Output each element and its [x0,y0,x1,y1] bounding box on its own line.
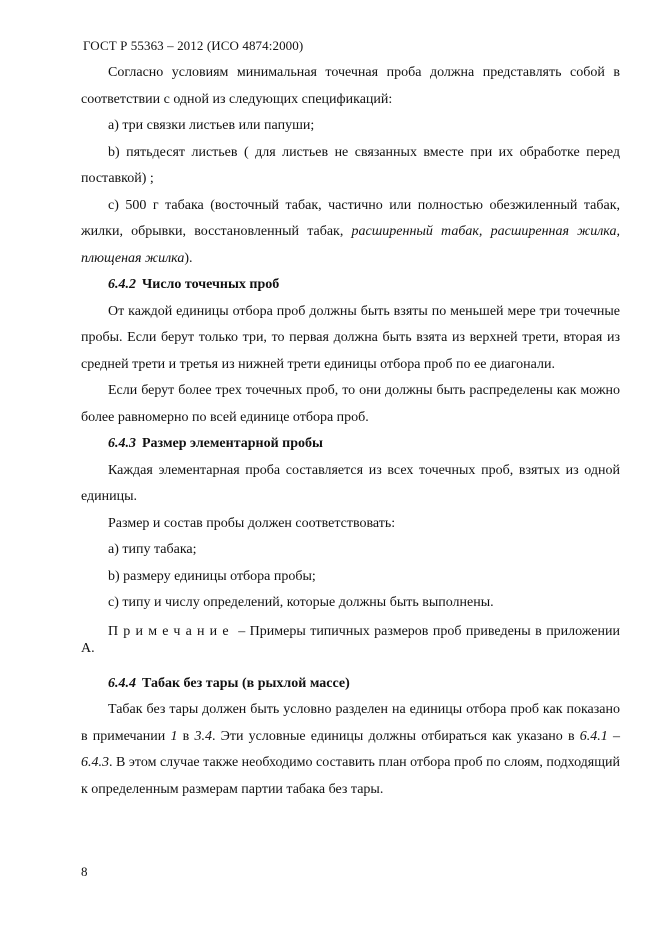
page-number: 8 [81,864,88,879]
list-item: с) типу и числу определений, которые должны быть выполнены. [108,595,494,610]
note-label: Примечание [108,623,234,639]
list-item-b: b) пятьдесят листьев ( для листьев не связанных вместе при их обработке перед поставкой) ; [81,144,620,186]
section-title: Число точечных проб [142,277,280,292]
text-run: в [177,728,195,744]
text-run: . Эти условные единицы должны отбираться как указано в [211,728,580,744]
reference: 3.4 [194,728,212,744]
reference: 1 [170,728,178,744]
reference: 6.4.1 – 6.4.3 [81,728,620,770]
note [81,623,620,657]
document-body [81,60,620,803]
section-paragraph: Размер и состав пробы должен соответствовать: [108,515,396,531]
list-item-c-text: с) 500 г табака (восточный табак, частично или полностью обезжиленный табак, жилки, обрывки, восстановленный табак, [81,197,620,239]
section-heading-6-4-2 [81,272,620,299]
section-number: 6.4.4 [108,675,136,691]
section-number: 6.4.3 [108,436,136,451]
list-item-c [81,193,620,273]
list-item-c-italic: расширенный табак, расширенная жилка, плющеная жилка [81,224,620,266]
section-heading-6-4-4 [81,671,620,698]
list-item: а) типу табака; [108,542,197,557]
section-paragraph [81,697,620,803]
section-heading-6-4-3 [81,431,620,458]
list-item-a: а) три связки листьев или папуши; [108,118,315,133]
list-item-c-end: ). [184,250,193,266]
section-title: Размер элементарной пробы [142,436,323,451]
note-text: – Примеры типичных размеров проб приведены в приложении А. [81,623,620,656]
list-item: b) размеру единицы отбора пробы; [108,568,316,584]
intro-paragraph: Согласно условиям минимальная точечная проба должна представлять собой в соответствии с одной из следующих спецификаций: [81,65,620,107]
text-run: . В этом случае также необходимо составить план отбора проб по слоям, подходящий к определенным размерам партии табака без тары. [81,755,620,797]
section-paragraph: Если берут более трех точечных проб, то они должны быть распределены как можно более равномерно по всей единице отбора проб. [81,383,620,425]
document-header: ГОСТ Р 55363 – 2012 (ИСО 4874:2000) [83,38,304,53]
spacer [81,657,620,671]
section-paragraph: Каждая элементарная проба составляется из всех точечных проб, взятых из одной единицы. [81,462,620,504]
section-number: 6.4.2 [108,277,136,292]
section-paragraph: От каждой единицы отбора проб должны быть взяты по меньшей мере три точечные пробы. Если берут только три, то первая должна быть взята из верхней трети, вторая из средней трети и третья из нижней трети единицы отбора проб по ее диагонали. [81,303,620,372]
section-title: Табак без тары (в рыхлой массе) [142,675,350,691]
text-run: Табак без тары должен быть условно разделен на единицы отбора проб как показано в примечании [81,702,620,744]
